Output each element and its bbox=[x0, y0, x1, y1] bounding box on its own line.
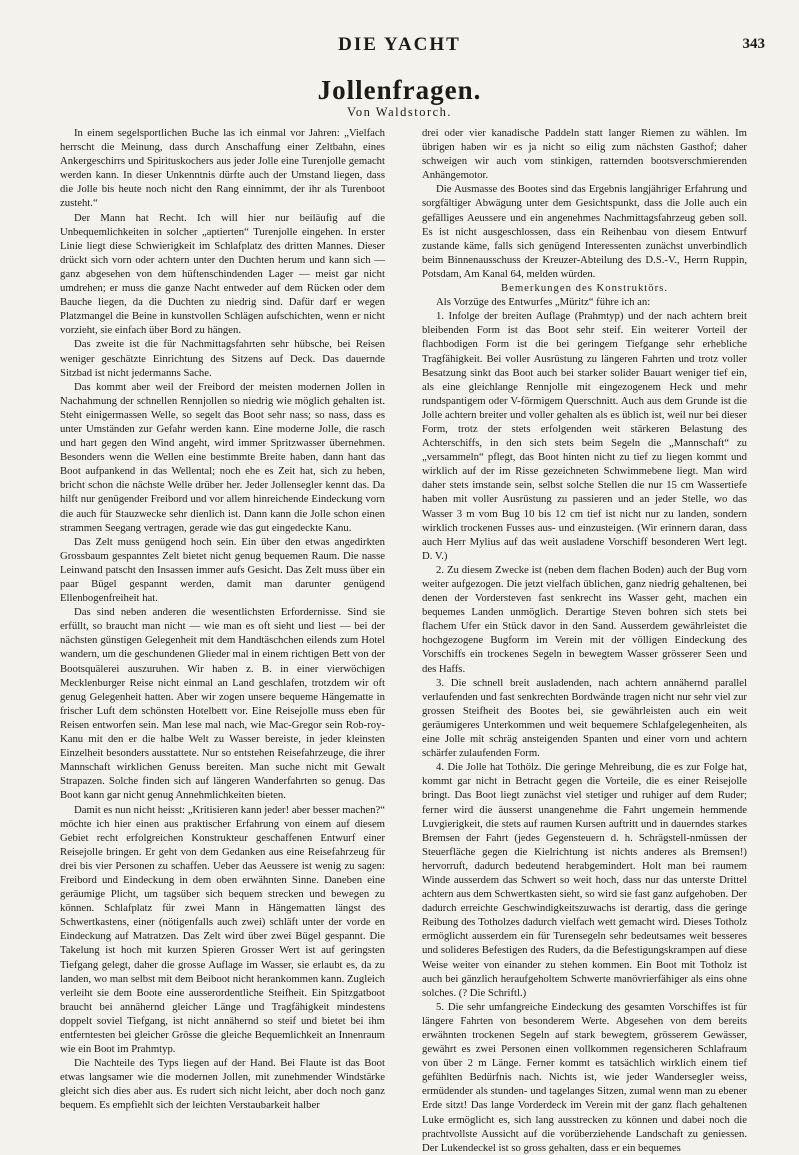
section-heading: Bemerkungen des Konstruktörs. bbox=[500, 282, 669, 295]
paragraph: Das sind neben anderen die wesentlichsten Erfordernisse. Sind sie erfüllt, so braucht man nicht — wie man es oft sieht und liest — bei der nächsten günstigen Gelegenheit mit dem Handtäschchen eilends zum Hotel wandern, um die geschundenen Glieder mal in einem richtigen Bett von der Bootsquälerei auszuruhen. Wir haben z. B. in einer vierwöchigen Mecklenburger Reise nicht einmal an Land geschlafen, trotzdem wir oft genug Gelegenheit hatten. Aber wir zogen unsere bequeme Hängematte in frischer Luft dem schönsten Hotelbett vor. Eine Reisejolle muss eben für Reisen entworfen sein. Man lese mal nach, wie Mac-Gregor sein Rob-roy-Kanu mit den er die halbe Welt zu Wasser bereiste, in jeder kleinsten Einzelheit besonders ausstattete. Nur so entstehen Reisefahrzeuge, die ihrer Mannschaft wirklichen Genuss bereiten. Man suche nicht mit Gewalt Strapazen. Solche finden sich auf längeren Wanderfahrten so genug. Das Boot kann gar nicht genug Annehmlichkeiten bieten. bbox=[60, 606, 385, 802]
paragraph: Das zweite ist die für Nachmittagsfahrten sehr hübsche, bei Reisen weniger geschätzte Einrichtung des Sitzens auf Deck. Das dauernde Sitzbad ist nicht jedermanns Sache. bbox=[60, 338, 385, 379]
page-number: 343 bbox=[742, 36, 765, 52]
paragraph: In einem segelsportlichen Buche las ich einmal vor Jahren: „Vielfach herrscht die Meinung, dass durch Anschaffung einer Zeltbahn, eines Ankergeschirrs und Spirituskochers aus jeder Jolle eine Turenjolle gemacht werden kann. In dieser Unkenntnis dürfte auch der Umstand liegen, dass die Jolle bis heute noch nicht den Rang einnimmt, der ihr als Turenboot zusteht.“ bbox=[60, 127, 385, 210]
page-header bbox=[0, 30, 799, 60]
paragraph: Als Vorzüge des Entwurfes „Müritz“ führe ich an: bbox=[436, 296, 651, 309]
paragraph: Die Nachteile des Typs liegen auf der Hand. Bei Flaute ist das Boot etwas langsamer wie die modernen Jollen, mit zunehmender Windstärke gleicht sich dies aber aus. Es rudert sich nicht leicht, aber doch noch ganz bequem. Es empfiehlt sich der leichten Verstaubarkeit halber bbox=[60, 1057, 385, 1112]
paragraph: drei oder vier kanadische Paddeln statt langer Riemen zu wählen. Im übrigen haben wir es ja nicht so eilig zum nächsten Gasthof; daher schweigen wir auch vom stinkigen, ratternden bootsverschmierenden Anhängemotor. bbox=[422, 127, 747, 182]
paragraph: Die Ausmasse des Bootes sind das Ergebnis langjähriger Erfahrung und sorgfältiger Abwägung unter dem Gesichtspunkt, dass die Jolle auch ein gefälliges Aeussere und ein angenehmes Nachmittagsfahrzeug geben soll. Es ist nicht ausgeschlossen, dass ein Reihenbau von diesem Entwurf zustande käme, falls sich genügend Interessenten zunächst unverbindlich beim Binnenausschuss der Kreuzer-Abteilung des D.S.-V., Herrn Ruppin, Potsdam, Am Kanal 64, melden würden. bbox=[422, 183, 747, 280]
paragraph: Das kommt aber weil der Freibord der meisten modernen Jollen in Nachahmung der schnellen Rennjollen so niedrig wie möglich gehalten ist. Steht einigermassen Welle, so segelt das Boot sehr nass; so nass, dass es unter Umständen zur Gefahr werden kann. Eine moderne Jolle, die rasch und hart gegen den Wind angeht, wird immer Spritzwasser übernehmen. Besonders wenn die Wellen eine bestimmte Breite haben, dann hant das Boot aufpankend in das Wellental; noch ehe es Zeit hat, sich zu heben, bricht schon die nächste Welle drüber her. Jeder Jollensegler kennt das. Da hilft nur genügender Freibord und vor allem hinreichende Eindeckung vorn die auch für Stauzwecke sehr dienlich ist. Dann kann die Jolle schon einen strammen Seegang vertragen, gerade wie das gut eingedeckte Kanu. bbox=[60, 380, 385, 534]
paragraph: Damit es nun nicht heisst: „Kritisieren kann jeder! aber besser machen?“ möchte ich hier einen aus praktischer Erfahrung von einem auf diesem Gebiet recht erfolgreichen Konstrukteur geschaffenen Entwurf einer Reisejolle bringen. Er geht von dem Gedanken aus eine Reisefahrzeug für drei bis vier Personen zu schaffen. Ueber das Aeussere ist wenig zu sagen: Freibord und Eindeckung in dem oben erwähnten Sinne. Daneben eine geräumige Plicht, um tagsüber sich bequem strecken und bewegen zu können. Schlafplatz für zwei Mann in Hängematten längst des Schwertkastens, einer (nötigenfalls auch zwei) schläft unter der vorde en Eindeckung auf Matratzen. Das Zelt wird über zwei Bügel gespannt. Die Takelung ist hoch mit kurzen Spieren Grosser Wert ist auf geringsten Tiefgang gelegt, daher die grosse Auflage im Wasser, sie erlaubt es, da zu landen, wo man selbst mit dem Beiboot nicht herankommen kann. Zugleich verleiht sie dem Boote eine ausserordentliche Steifheit. Ein Spitzgatboot braucht bei annähernd gleicher Länge und Tragfähigkeit mindestens doppelt soviel Tiefgang, ist nicht annähernd so steif und bietet bei ihm entferntesten bei gleicher Grösse die gleiche Bequemlichkeit an Innenraum wie ein Boot im Prahmtyp. bbox=[60, 803, 386, 1056]
article-title: Jollenfragen. bbox=[317, 75, 482, 105]
paragraph: 1. Infolge der breiten Auflage (Prahmtyp) und der nach achtern breit bleibenden Form ist das Boot sehr steif. Ein weiterer Vorteil der flachbodigen Form ist die bei geringem Tiefgange sehr erhebliche Tragfähigkeit. Bei voller Ausrüstung zu längeren Fahrten und trotz voller Besatzung sinkt das Boot auch bei starker solider Bauart weniger tief ein, als eine gleichlange Rennjolle mit eingezogenem Heck und mehr rundspantigem oder V-förmigem Querschnitt. Auch aus dem Grunde ist die Jolle achtern breiter und voller gehalten als es üblich ist, weil nur bei dieser Form, trotz der stets erfolgenden weit stärkeren Belastung des Achterschiffs, in den sich stets beim Segeln die „Mannschaft“ zu „versammeln“ pflegt, das Boot hinten nicht zu tief zu liegen kommt und wirklich auf der im Risse gezeichneten Schwimmebene liegt. Man wird daher stets imstande sein, selbst solche Stellen die nur 15 cm Wassertiefe haben mit voller Ausrüstung zu passieren und an jeder Stelle, wo das Wasser 3 m vom Bug 10 bis 12 cm tief ist nicht nur zu landen, sondern wirklich trockenen Fusses aus- und einzusteigen. (Wir erinnern daran, dass auch Herr Mylius auf das weit ausladene Vorschiff besonderen Wert legt. D. V.) bbox=[422, 310, 747, 562]
paragraph: 3. Die schnell breit ausladenden, nach achtern annähernd parallel verlaufenden und fast senkrechten Bordwände tragen nicht nur sehr viel zur grossen Steifheit des Bootes bei, sie gewährleisten auch ein weit geräumigeres Unterkommen und weit bequemere Schlafgelegenheiten, als eine Jolle mit schräg ansteigenden Spanten und einer vorn und achtern schärfer zulaufenden Form. bbox=[422, 676, 747, 760]
left-column bbox=[60, 126, 385, 1116]
paragraph: 5. Die sehr umfangreiche Eindeckung des gesamten Vorschiffes ist für längere Fahrten von besonderem Werte. Abgesehen von dem bereits erwähnten trockenen Segeln auf stark bewegtem, grösserem Gewässer, gewährt es zwei Personen einen vollkommen regensicheren Schlafraum von über 2 m Länge. Ferner kommt es tatsächlich wirklich einem tief gefühlten Bedürfnis nach. Nichts ist, wie jeder Wandersegler weiss, ermüdender als stunden- und tagelanges Sitzen, zumal wenn man zu ebener Erde sitzt! Das lange Vorderdeck im Verein mit der ganz flach gehaltenen Luke ermöglicht es, sich lang ausstrecken zu können und dabei noch die prachtvollste Aussicht auf die vorüberziehende Landschaft zu geniessen. Der Lukendeckel ist so gross gehalten, dass er ein bequemes bbox=[422, 1000, 747, 1154]
article-byline: Von Waldstorch. bbox=[346, 105, 453, 119]
magazine-title: DIE YACHT bbox=[338, 34, 461, 55]
paragraph: 4. Die Jolle hat Tothölz. Die geringe Mehreibung, die es zur Folge hat, kommt gar nicht in Betracht gegen die Vorteile, die es einer Reisejolle bringt. Das Boot liegt zunächst viel stetiger und ruhiger auf dem Ruder; ferner wird die äusserst unangenehme die Fahrt ungemein hemmende Luvgierigkeit, die stets auf raumen Kursen auftritt und in dauerndes starkes Bremsen der Fahrt (jedes Gegensteuern d. h. Schrägstell-nmüssen der Steuerfläche gegen die Kielrichtung ist nichts anderes als Bremsen!) hervorruft, dadurch bedeutend herabgemindert. Holt man bei raumem Winde ausserdem das Schwert so weit hoch, dass nur das unterste Drittel achtern aus dem Schwertkasten sieht, so wird sie fast ganz aufgehoben. Der dadurch erreichte Geschwindigkeitszuwachs ist derartig, dass die geringe Reibung des Totholzes dadurch vielfach wett gemacht wird. Dieses Totholz ermöglicht ausserdem ein für Turensegeln sehr bedeutsames weit besseres und solideres Befestigen des Ruders, da die Befestigungskrampen auf diese Weise weiter von einander zu stehen kommen. Ein Boot mit Totholz ist auch bei gänzlich heraufgeholtem Schwerte manövrierfähiger als eins ohne solches. (? Die Schriftl.) bbox=[422, 761, 747, 999]
paragraph: 2. Zu diesem Zwecke ist (neben dem flachen Boden) auch der Bug vorn weiter aufgezogen. Die jetzt vielfach üblichen, ganz niedrig gehaltenen, bei denen der Vordersteven fast senkrecht ins Wasser geht, machen ein bequemes Landen unmöglich. Derartige Steven bohren sich stets bei flachem Ufer ein Stück davor in den Sand. Ausserdem gewährleistet die hochgezogene Bugform im Verein mit der völligen Eindeckung des Vorschiffs ein trockenes Segeln in bewegtem Wasser grösserer Seen und des Haffs. bbox=[422, 563, 747, 675]
paragraph: Das Zelt muss genügend hoch sein. Ein über den etwas angedirkten Grossbaum gespanntes Zelt bietet nicht genug bequemen Raum. Die nasse Leinwand patscht den Insassen immer aufs Gesicht. Das Zelt muss über ein paar Bügel gespannt werden, damit man darunter genügend Ellenbogenfreiheit hat. bbox=[60, 535, 385, 605]
right-column bbox=[422, 126, 747, 1154]
paragraph: Der Mann hat Recht. Ich will hier nur beiläufig auf die Unbequemlichkeiten in solcher „aptierten“ Turenjolle eingehen. In erster Linie liegt diese Schwierigkeit im Schlafplatz des dritten Mannes. Dieser drückt sich vorn oder achtern unter den Duchten herum und kann sich — ganz abgesehen von dem hüftenschindenden Lager — meist gar nicht umdrehen; er muss die ganze Nacht entweder auf dem Rücken oder dem Bauche liegen, da die Duchten zu niedrig sind. Dafür darf er wegen Platzmangel die Beine in kunstvollen Schlägen aufschichten, wenn er nicht vorzieht, sie einfach über Bord zu hängen. bbox=[60, 211, 385, 337]
